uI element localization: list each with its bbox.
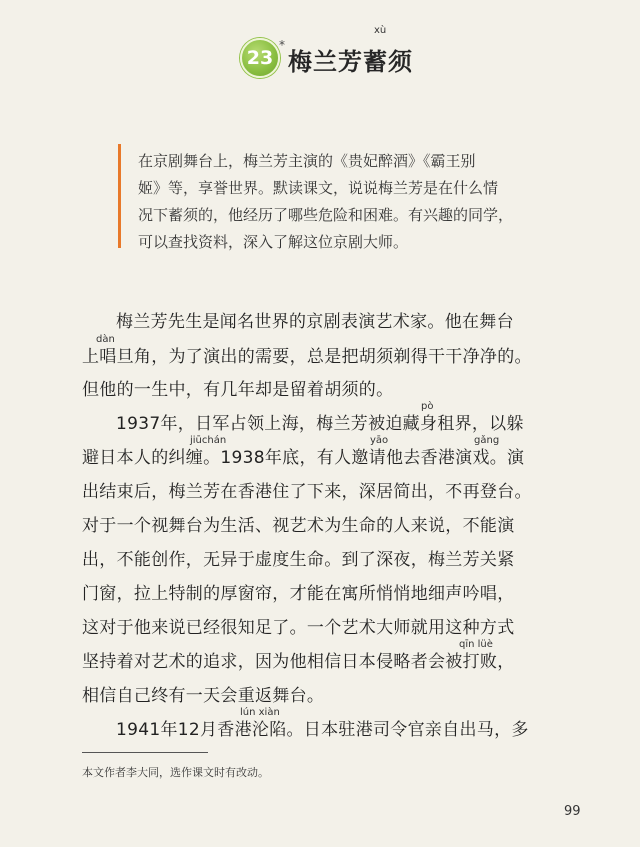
- reading-guide-box: [118, 144, 558, 251]
- pinyin-annotation: yāo: [370, 435, 389, 446]
- body-line: 但他的一生中，有几年却是留着胡须的。: [82, 380, 394, 400]
- body-line: 出，不能创作，无异于虚度生命。到了深夜，梅兰芳关紧: [82, 550, 515, 570]
- body-line: 相信自己终有一天会重返舞台。: [82, 686, 325, 706]
- body-line: 出结束后，梅兰芳在香港住了下来，深居简出，不再登台。: [82, 482, 532, 502]
- body-line: 梅兰芳先生是闻名世界的京剧表演艺术家。他在舞台: [116, 312, 514, 332]
- lesson-title: 梅兰芳蓄须: [288, 48, 413, 76]
- body-line: 坚持着对艺术的追求，因为他相信日本侵略者会被打败，: [82, 652, 515, 672]
- reading-guide-line: 姬》等，享誉世界。默读课文，说说梅兰芳是在什么情: [138, 179, 499, 197]
- pinyin-annotation: dàn: [96, 334, 115, 345]
- body-line: 避日本人的纠缠。1938年底，有人邀请他去香港演戏。演: [82, 448, 525, 468]
- pinyin-annotation: lún xiàn: [240, 707, 280, 718]
- footnote-rule: [82, 752, 208, 753]
- body-line: 1937年，日军占领上海，梅兰芳被迫藏身租界，以躲: [116, 414, 524, 434]
- reading-guide-line: 况下蓄须的，他经历了哪些危险和困难。有兴趣的同学，: [138, 206, 514, 224]
- body-line: 对于一个视舞台为生活、视艺术为生命的人来说，不能演: [82, 516, 515, 536]
- body-line: 门窗，拉上特制的厚窗帘，才能在寓所悄悄地细声吟唱，: [82, 584, 515, 604]
- footnote: 本文作者李大同，选作课文时有改动。: [82, 766, 269, 779]
- pinyin-annotation: pò: [421, 401, 434, 412]
- reading-guide-accent-bar: [118, 144, 121, 248]
- body-line: 这对于他来说已经很知足了。一个艺术大师就用这种方式: [82, 618, 515, 638]
- page-number: 99: [564, 804, 581, 819]
- body-line: 上唱旦角，为了演出的需要，总是把胡须剃得干干净净的。: [82, 347, 532, 367]
- self-study-star: *: [279, 38, 285, 52]
- reading-guide-line: 在京剧舞台上，梅兰芳主演的《贵妃醉酒》《霸王别: [138, 152, 476, 170]
- lesson-number-badge: 23: [240, 38, 280, 78]
- title-pinyin-annotation: xù: [374, 25, 387, 36]
- pinyin-annotation: jiūchán: [190, 435, 227, 446]
- reading-guide-text: [138, 148, 558, 256]
- body-line: 1941年12月香港沦陷。日本驻港司令官亲自出马，多: [116, 720, 529, 740]
- pinyin-annotation: gǎng: [474, 435, 500, 446]
- reading-guide-line: 可以查找资料，深入了解这位京剧大师。: [138, 233, 409, 251]
- pinyin-annotation: qīn lüè: [459, 639, 493, 650]
